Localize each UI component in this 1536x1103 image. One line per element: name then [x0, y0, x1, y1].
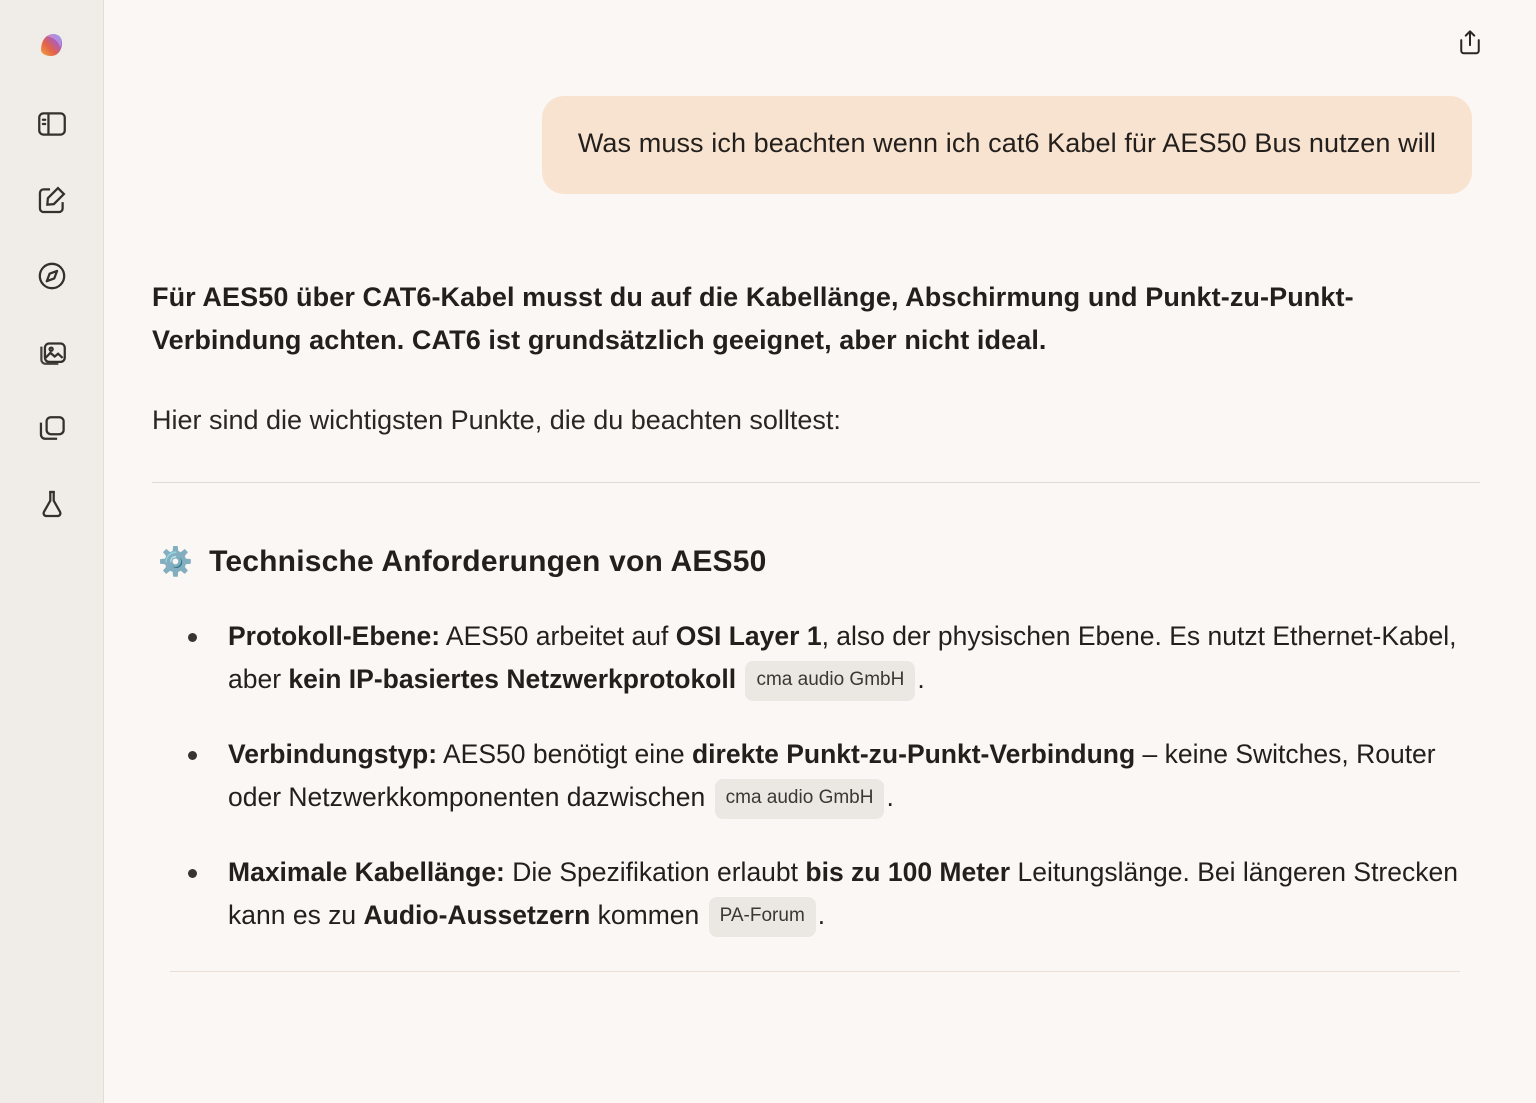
section-divider — [152, 482, 1480, 483]
sidebar-item-discover[interactable] — [24, 250, 80, 306]
sidebar-item-labs[interactable] — [24, 478, 80, 534]
sidebar-item-new-chat[interactable] — [24, 174, 80, 230]
bullet-strong: Audio-Aussetzern — [363, 900, 591, 930]
bullet-term: Protokoll-Ebene: — [228, 621, 441, 652]
bullet-strong: OSI Layer 1 — [675, 621, 822, 652]
bullet-term: Maximale Kabellänge: — [228, 857, 505, 888]
bullet-text: . — [917, 664, 925, 695]
section-heading-label: Technische Anforderungen von AES50 — [209, 545, 767, 579]
copy-pages-icon — [35, 411, 69, 450]
bullet-strong: bis zu 100 Meter — [805, 857, 1011, 888]
copilot-logo-icon — [32, 24, 72, 69]
requirements-list — [152, 615, 1480, 937]
bullet-text: , also der physischen Ebene. Es nutzt Ethernet-Kabel, aber — [228, 621, 1457, 695]
answer-intro: Hier sind die wichtigsten Punkte, die du beachten solltest: — [152, 405, 841, 436]
citation-chip[interactable]: cma audio GmbH — [745, 661, 915, 701]
image-stack-icon — [35, 335, 69, 374]
sidebar-item-images[interactable] — [24, 326, 80, 382]
bullet-text: kommen — [590, 900, 707, 930]
compass-icon — [35, 259, 69, 298]
answer-lead: Für AES50 über CAT6-Kabel musst du auf die Kabellänge, Abschirmung und Punkt-zu-Punkt-Verbindung achten. CAT6 ist grundsätzlich geeignet, aber nicht ideal. — [152, 281, 1354, 356]
chat-main — [104, 0, 1536, 1103]
sidebar — [0, 0, 104, 1103]
section-heading — [158, 545, 1480, 579]
assistant-answer — [152, 276, 1480, 972]
content-bottom-rule — [170, 971, 1460, 972]
user-message-bubble: Was muss ich beachten wenn ich cat6 Kabel für AES50 Bus nutzen will — [542, 96, 1472, 194]
conversation-thread — [104, 0, 1536, 972]
list-item — [170, 615, 1460, 701]
list-item — [170, 733, 1460, 819]
bullet-text: AES50 benötigt eine — [437, 739, 692, 770]
bullet-text: Die Spezifikation erlaubt — [504, 857, 806, 888]
compose-pencil-icon — [35, 183, 69, 222]
sidebar-item-pages[interactable] — [24, 402, 80, 458]
bullet-text: AES50 arbeitet auf — [440, 621, 676, 652]
bullet-strong: kein IP-basiertes Netzwerkprotokoll — [288, 664, 737, 695]
flask-icon — [35, 487, 69, 526]
share-arrow-icon — [1455, 27, 1485, 62]
sidebar-panel-icon — [35, 107, 69, 146]
bullet-term: Verbindungstyp: — [228, 739, 438, 770]
bullet-text: . — [886, 782, 894, 813]
bullet-text: . — [817, 900, 826, 930]
bullet-strong: direkte Punkt-zu-Punkt-Verbindung — [691, 739, 1136, 770]
list-item — [170, 851, 1460, 937]
bullet-text: Leitungslänge. Bei längeren Strecken kann es zu — [228, 857, 1458, 930]
sidebar-item-copilot-logo[interactable] — [24, 18, 80, 74]
bullet-text: – keine Switches, Router oder Netzwerkkomponenten dazwischen — [228, 739, 1436, 813]
citation-chip[interactable]: cma audio GmbH — [715, 779, 885, 819]
sidebar-item-toggle-sidebar[interactable] — [24, 98, 80, 154]
share-button[interactable] — [1448, 22, 1492, 66]
citation-chip[interactable]: PA-Forum — [709, 897, 816, 937]
gear-icon: ⚙️ — [158, 546, 194, 578]
